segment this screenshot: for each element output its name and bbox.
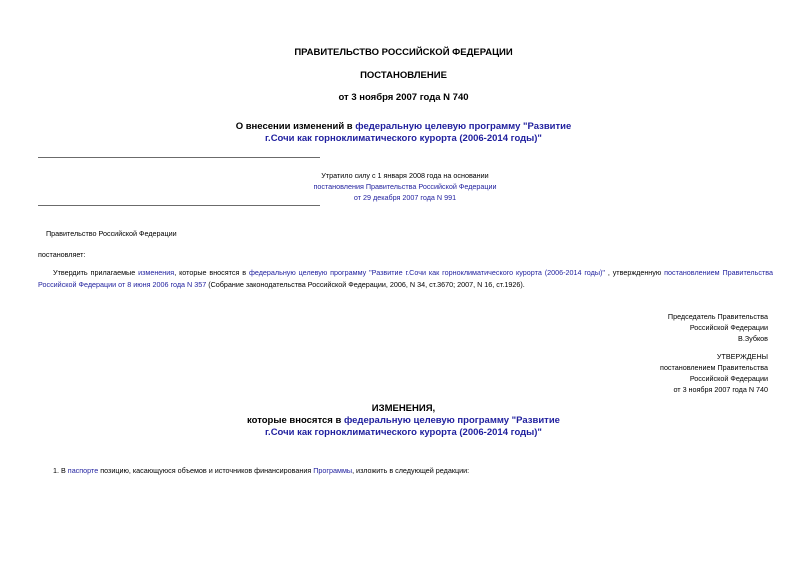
decree-357-link[interactable]: постановлением Правительства [664, 268, 773, 277]
document-title [0, 121, 807, 145]
repeal-decree-date-link[interactable]: от 29 декабря 2007 года N 991 [353, 193, 457, 202]
divider-top [38, 157, 320, 158]
item1-mid: позицию, касающуюся объемов и источников финансирования [98, 466, 314, 475]
changes-program-link-line2[interactable]: г.Сочи как горноклиматического курорта (2006-2014 годы)" [265, 427, 542, 438]
signature-name: В.Зубков [738, 334, 768, 343]
decree-paragraph [38, 267, 773, 291]
item1-start: 1. В [53, 466, 68, 475]
paragraph-mid1: , которые вносятся в [174, 268, 249, 277]
changes-prefix: которые вносятся в [247, 415, 344, 426]
signature-title: Председатель Правительства [667, 312, 768, 321]
paragraph-end: (Собрание законодательства Российской Федерации, 2006, N 34, ст.3670; 2007, N 16, ст.1926). [206, 280, 525, 289]
paragraph-start: Утвердить прилагаемые [53, 268, 139, 277]
changes-link[interactable]: изменения [138, 268, 175, 277]
intro-text: Правительство Российской Федерации [46, 229, 177, 238]
decides-text: постановляет: [38, 250, 86, 259]
approved-org: Российской Федерации [689, 374, 768, 383]
decree-357-link-cont[interactable]: Российской Федерации от 8 июня 2006 года N 357 [38, 280, 207, 289]
program-link-line2[interactable]: г.Сочи как горноклиматического курорта (2006-2014 годы)" [265, 133, 542, 144]
divider-bottom [38, 205, 320, 206]
document-type: ПОСТАНОВЛЕНИЕ [360, 70, 447, 81]
program-inline-link[interactable]: федеральную целевую программу "Развитие г.Сочи как горноклиматического курорта (2006-2014 годы)" [248, 268, 605, 277]
program-link[interactable]: федеральную целевую программу "Развитие [355, 121, 572, 132]
changes-title: ИЗМЕНЕНИЯ, [371, 403, 436, 414]
approval-block [540, 351, 768, 395]
program-reference-link[interactable]: Программы [313, 466, 353, 475]
passport-link[interactable]: паспорте [67, 466, 99, 475]
approved-date: от 3 ноября 2007 года N 740 [673, 385, 768, 394]
title-prefix: О внесении изменений в [235, 121, 356, 132]
document-date-number: от 3 ноября 2007 года N 740 [338, 92, 469, 103]
signature-block [540, 311, 768, 344]
repeal-decree-link[interactable]: постановления Правительства Российской Федерации [313, 182, 497, 191]
status-line1: Утратило силу с 1 января 2008 года на основании [321, 171, 489, 180]
changes-program-link[interactable]: федеральную целевую программу "Развитие [343, 415, 560, 426]
item-1 [53, 465, 469, 476]
approved-by: постановлением Правительства [660, 363, 768, 372]
government-name: ПРАВИТЕЛЬСТВО РОССИЙСКОЙ ФЕДЕРАЦИИ [294, 47, 513, 58]
status-note [300, 170, 510, 203]
item1-end: , изложить в следующей редакции: [352, 466, 470, 475]
paragraph-mid2: , утвержденную [604, 268, 665, 277]
changes-heading [0, 403, 807, 439]
approved-label: УТВЕРЖДЕНЫ [716, 352, 768, 361]
signature-org: Российской Федерации [689, 323, 768, 332]
